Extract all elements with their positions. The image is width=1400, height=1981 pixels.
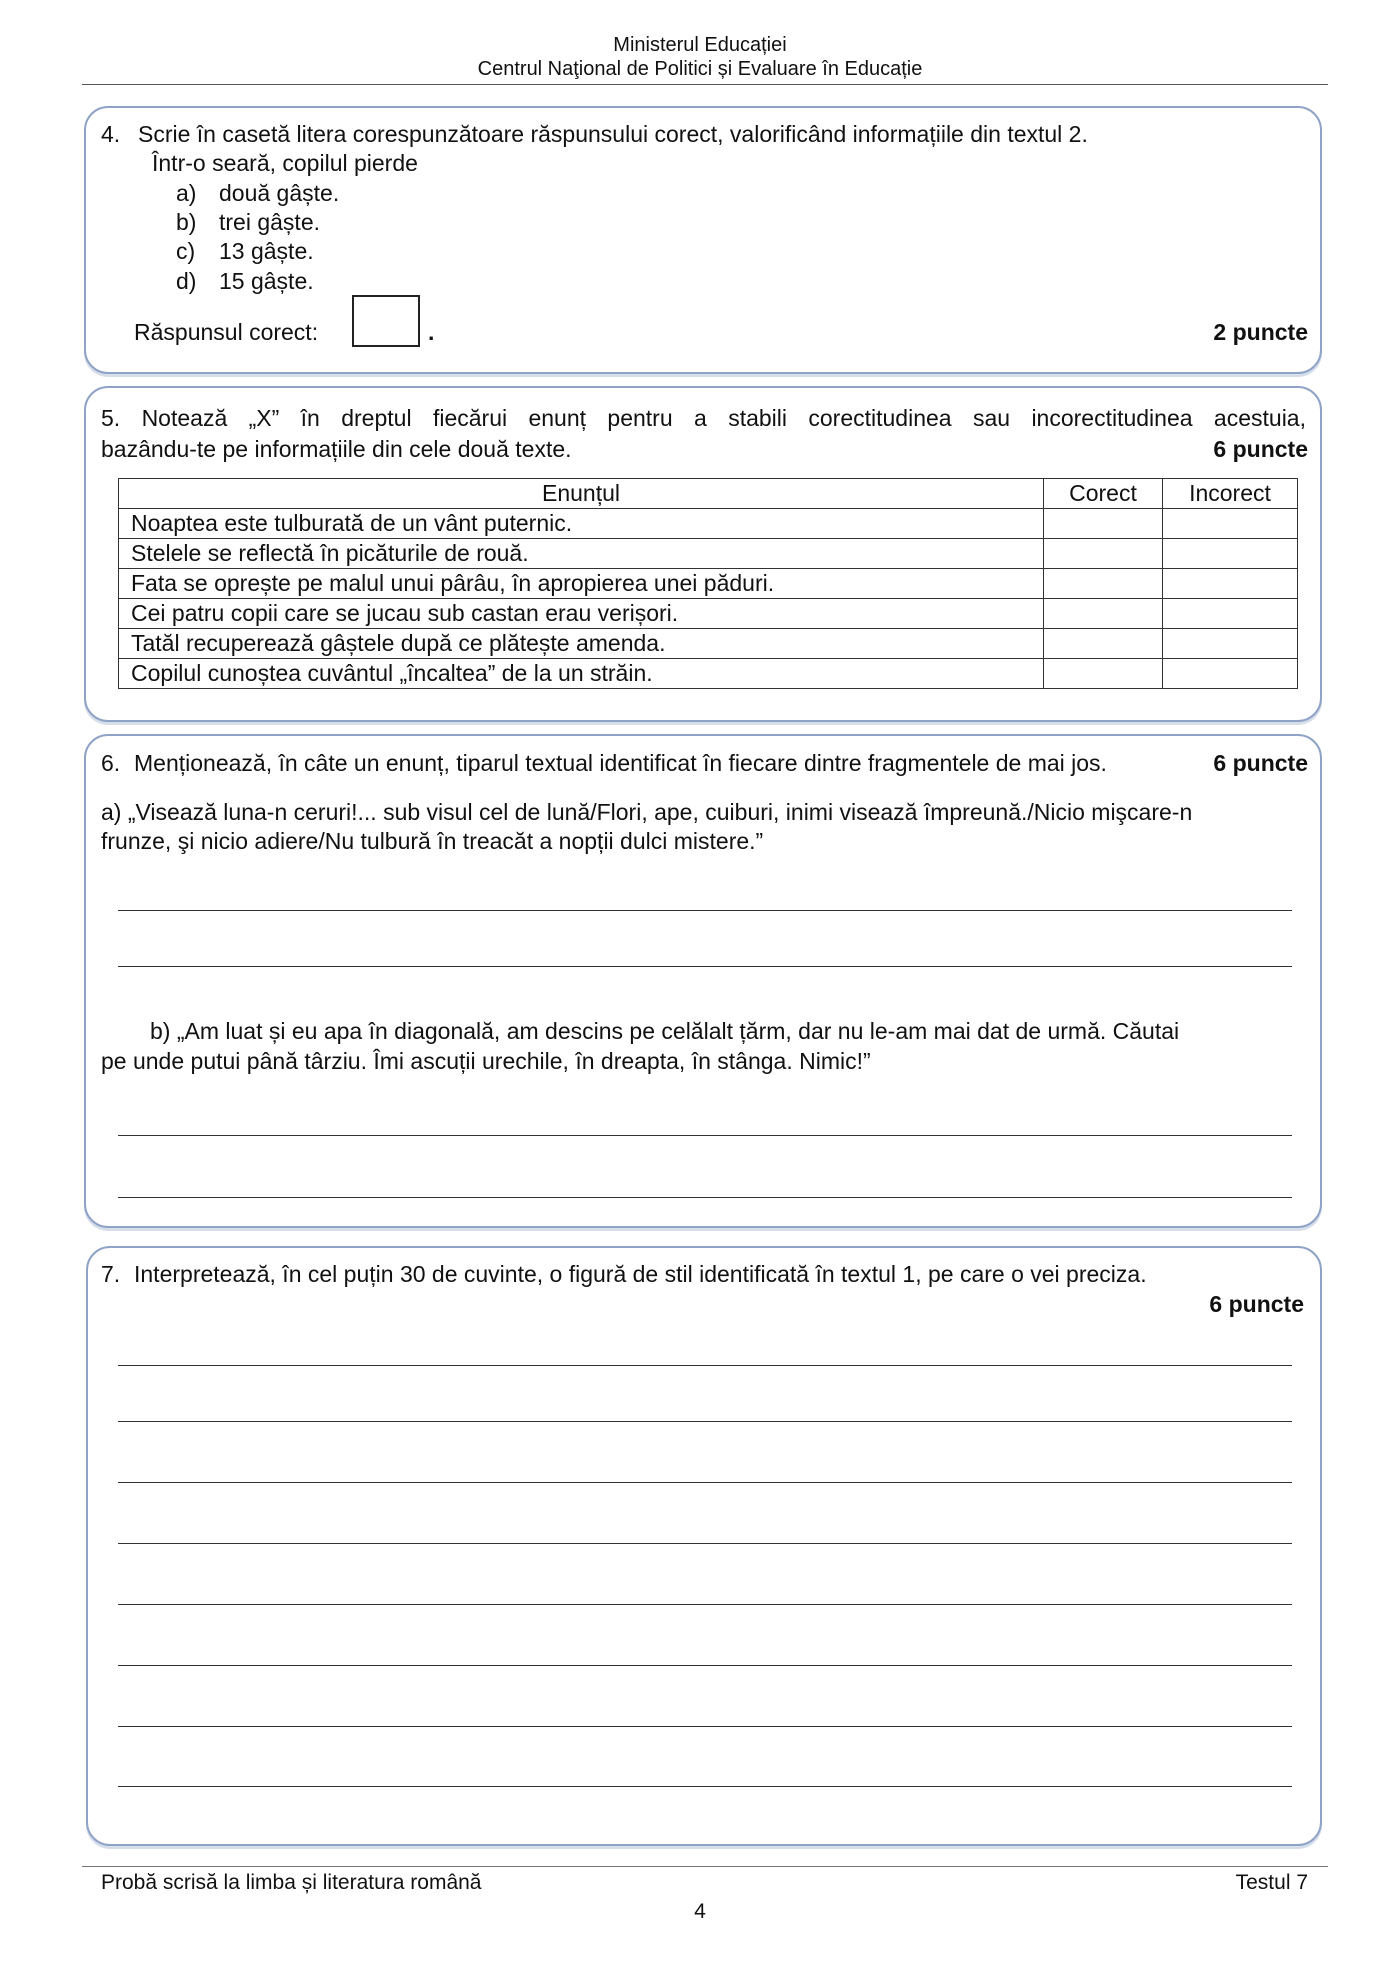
q5-incorrect-cell-5[interactable]: [1163, 629, 1298, 659]
question-7-box: [86, 1246, 1322, 1846]
q4-option-b-text: trei gâște.: [219, 209, 320, 235]
q4-number: 4.: [101, 121, 121, 147]
footer-page-number: 4: [694, 1900, 706, 1923]
q5-prompt-line2: bazându-te pe informațiile din cele două texte.: [101, 436, 572, 462]
q5-statement-4: Cei patru copii care se jucau sub castan erau verișori.: [119, 599, 1044, 629]
q5-correct-cell-1[interactable]: [1044, 509, 1163, 539]
q5-correct-cell-5[interactable]: [1044, 629, 1163, 659]
q4-option-d-letter: d): [176, 268, 197, 294]
q7-points: 6 puncte: [1209, 1291, 1304, 1317]
q6-fragment-b-line1: b) „Am luat și eu apa în diagonală, am descins pe celălalt țărm, dar nu le-am mai dat de urmă. Căutai: [150, 1018, 1180, 1044]
q6-answer-line-a2[interactable]: [118, 966, 1292, 967]
q7-answer-line-6[interactable]: [118, 1665, 1292, 1666]
header-ministry: Ministerul Educației: [613, 34, 787, 56]
table-row: [119, 569, 1298, 599]
q5-incorrect-cell-1[interactable]: [1163, 509, 1298, 539]
q4-answer-box[interactable]: [352, 295, 420, 347]
q7-prompt: Interpretează, în cel puțin 30 de cuvinte, o figură de stil identificată în textul 1, pe care o vei preciza.: [134, 1261, 1147, 1287]
q5-header-correct: Corect: [1044, 479, 1163, 509]
q5-correct-cell-3[interactable]: [1044, 569, 1163, 599]
q5-statement-2: Stelele se reflectă în picăturile de rouă.: [119, 539, 1044, 569]
q6-number: 6.: [101, 750, 121, 776]
q7-answer-line-8[interactable]: [118, 1786, 1292, 1787]
q7-answer-line-5[interactable]: [118, 1604, 1292, 1605]
q6-answer-line-b1[interactable]: [118, 1135, 1292, 1136]
q5-incorrect-cell-4[interactable]: [1163, 599, 1298, 629]
footer-test-number: Testul 7: [1235, 1871, 1308, 1894]
q6-answer-line-b2[interactable]: [118, 1197, 1292, 1198]
table-row: [119, 659, 1298, 689]
q5-prompt-line1: 5. Notează „X” în dreptul fiecărui enunț pentru a stabili corectitudinea sau incorectitudinea acestuia,: [101, 405, 1306, 431]
q7-answer-line-1[interactable]: [118, 1365, 1292, 1366]
q6-fragment-a-line2: frunze, şi nicio adiere/Nu tulbură în treacăt a nopții dulci mistere.”: [101, 828, 764, 854]
table-row: [119, 539, 1298, 569]
q4-option-d-text: 15 gâște.: [219, 268, 314, 294]
q5-statement-5: Tatăl recuperează gâștele după ce plătește amenda.: [119, 629, 1044, 659]
q5-table-header-row: [119, 479, 1298, 509]
q4-option-b-letter: b): [176, 209, 197, 235]
q4-answer-label: Răspunsul corect:: [134, 319, 319, 345]
q7-answer-line-3[interactable]: [118, 1482, 1292, 1483]
q5-incorrect-cell-2[interactable]: [1163, 539, 1298, 569]
q5-header-incorrect: Incorect: [1163, 479, 1298, 509]
q5-statement-6: Copilul cunoștea cuvântul „încaltea” de la un străin.: [119, 659, 1044, 689]
q4-stem: Într-o seară, copilul pierde: [152, 150, 418, 176]
q5-statement-3: Fata se oprește pe malul unui pârâu, în apropierea unei păduri.: [119, 569, 1044, 599]
footer-rule: [82, 1866, 1328, 1867]
footer-subject: Probă scrisă la limba și literatura română: [101, 1871, 482, 1894]
q5-points: 6 puncte: [1213, 436, 1308, 462]
q6-prompt: Menționează, în câte un enunț, tiparul textual identificat în fiecare dintre fragmentele de mai jos.: [134, 750, 1107, 776]
table-row: [119, 629, 1298, 659]
q5-header-statement: Enunțul: [119, 479, 1044, 509]
table-row: [119, 599, 1298, 629]
q7-answer-line-2[interactable]: [118, 1421, 1292, 1422]
q5-statement-1: Noaptea este tulburată de un vânt puternic.: [119, 509, 1044, 539]
q6-answer-line-a1[interactable]: [118, 910, 1292, 911]
table-row: [119, 509, 1298, 539]
q5-statements-table: [118, 478, 1298, 689]
q6-fragment-a-line1: a) „Visează luna-n ceruri!... sub visul cel de lună/Flori, ape, cuiburi, inimi visează împreună./Nicio mişcare-n: [101, 799, 1193, 825]
q4-option-c-text: 13 gâște.: [219, 238, 314, 264]
q5-correct-cell-6[interactable]: [1044, 659, 1163, 689]
q5-correct-cell-4[interactable]: [1044, 599, 1163, 629]
q5-incorrect-cell-6[interactable]: [1163, 659, 1298, 689]
q4-option-c-letter: c): [176, 238, 196, 264]
q7-answer-line-4[interactable]: [118, 1543, 1292, 1544]
q5-incorrect-cell-3[interactable]: [1163, 569, 1298, 599]
q5-correct-cell-2[interactable]: [1044, 539, 1163, 569]
q4-answer-dot: .: [428, 319, 435, 345]
q7-answer-line-7[interactable]: [118, 1726, 1292, 1727]
q4-option-a-text: două gâște.: [219, 180, 340, 206]
q6-points: 6 puncte: [1213, 750, 1308, 776]
header-center: Centrul Naţional de Politici și Evaluare în Educație: [477, 58, 923, 80]
header-rule: [82, 84, 1328, 85]
q4-option-a-letter: a): [176, 180, 197, 206]
q4-points: 2 puncte: [1213, 319, 1308, 345]
q6-fragment-b-line2: pe unde putui până târziu. Îmi ascuții urechile, în dreapta, în stânga. Nimic!”: [101, 1048, 871, 1074]
q4-prompt: Scrie în casetă litera corespunzătoare răspunsului corect, valorificând informațiile din textul 2.: [138, 121, 1088, 147]
q7-number: 7.: [101, 1261, 121, 1287]
